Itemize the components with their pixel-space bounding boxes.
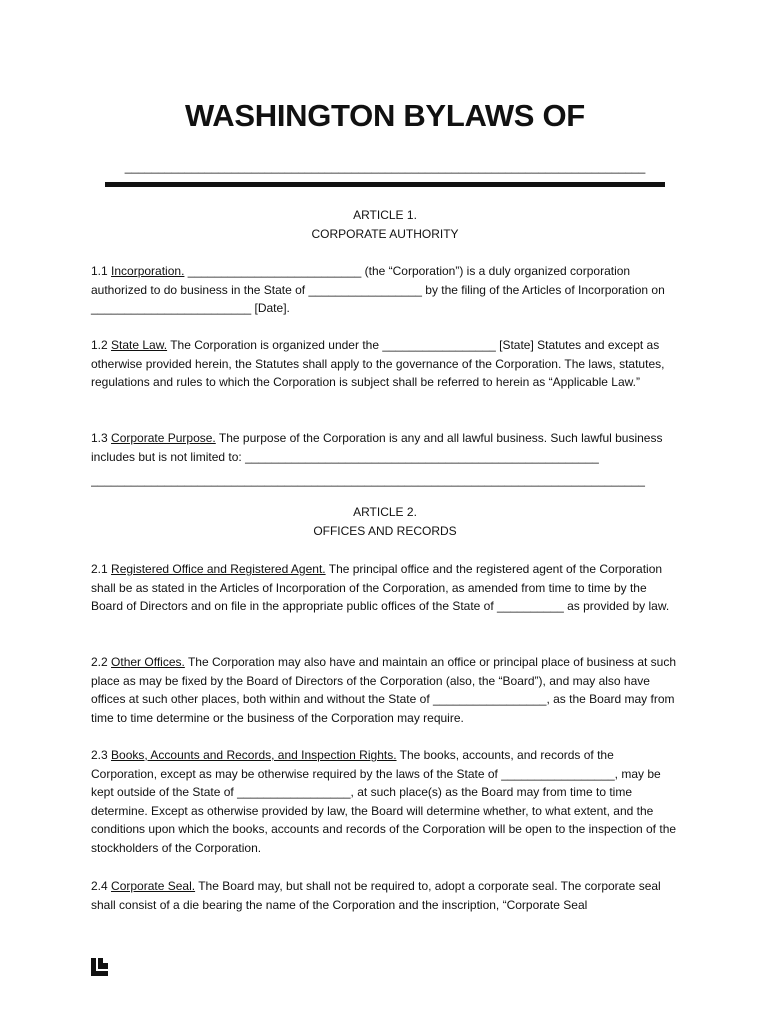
section-number: 1.1 [91,264,108,278]
corporation-name-blank: ______________________________________________________________________________ [124,160,646,174]
article-1-header [0,206,770,243]
section-2-3 [91,746,681,858]
section-heading: Registered Office and Registered Agent. [111,562,326,576]
section-text: The Corporation may also have and maintain an office or principal place of business at such place as may be fixed by the Board of Directors of the Corporation (also, the “Board”), and may also have offices at such other places, both within and without the State of _________________, as the Board may from time to time determine or the business of the Corporation may require. [91,655,677,725]
article-heading: CORPORATE AUTHORITY [311,226,459,241]
article-number: ARTICLE 1. [353,208,417,222]
document-title: WASHINGTON BYLAWS OF [185,98,585,133]
section-text: The Board may, but shall not be required to, adopt a corporate seal. The corporate seal shall consist of a die bearing the name of the Corporation and the inscription, “Corporate Seal [91,879,661,912]
section-1-3 [91,429,681,466]
section-text: The purpose of the Corporation is any and all lawful business. Such lawful business includes but is not limited to: _____________________________________________________ [91,431,663,464]
section-heading: Incorporation. [111,264,185,278]
section-text: The Corporation is organized under the _________________ [State] Statutes and except as otherwise provided herein, the Statutes shall apply to the governance of the Corporation. The laws, statutes, regulations and rules to which the Corporation is subject shall be referred to herein as “Applicable Law.” [91,338,665,390]
section-2-1 [91,560,681,616]
section-1-2 [91,336,681,392]
section-number: 2.1 [91,562,108,576]
article-number: ARTICLE 2. [353,505,417,519]
section-number: 2.2 [91,655,108,669]
section-2-4 [91,877,681,914]
section-heading: Books, Accounts and Records, and Inspection Rights. [111,748,397,762]
section-heading: State Law. [111,338,168,352]
section-number: 2.3 [91,748,108,762]
section-heading: Other Offices. [111,655,185,669]
legal-templates-logo-icon [90,957,110,977]
title-divider [105,182,665,187]
section-number: 2.4 [91,879,108,893]
section-number: 1.2 [91,338,108,352]
section-1-1 [91,262,681,318]
section-number: 1.3 [91,431,108,445]
article-heading: OFFICES AND RECORDS [313,523,457,538]
article-2-header [0,503,770,540]
section-heading: Corporate Seal. [111,879,196,893]
purpose-continuation-blank: ___________________________________________________________________________________ [91,473,645,487]
section-text: The principal office and the registered agent of the Corporation shall be as stated in the Articles of Incorporation of the Corporation, as amended from time to time by the Board of Directors and on file in the appropriate public offices of the State of __________ as provided by law. [91,562,670,614]
section-text: __________________________ (the “Corporation”) is a duly organized corporation authorized to do business in the State of _________________ by the filing of the Articles of Incorporation on ________________________ [Date]. [91,264,665,316]
section-heading: Corporate Purpose. [111,431,216,445]
section-text: The books, accounts, and records of the Corporation, except as may be otherwise required by the laws of the State of _________________, may be kept outside of the State of _________________, at such place(s) as the Board may from time to time determine. Except as otherwise provided by law, the Board will determine whether, to what extent, and the conditions upon which the books, accounts and records of the Corporation will be open to the inspection of the stockholders of the Corporation. [91,748,677,855]
section-2-2 [91,653,681,727]
